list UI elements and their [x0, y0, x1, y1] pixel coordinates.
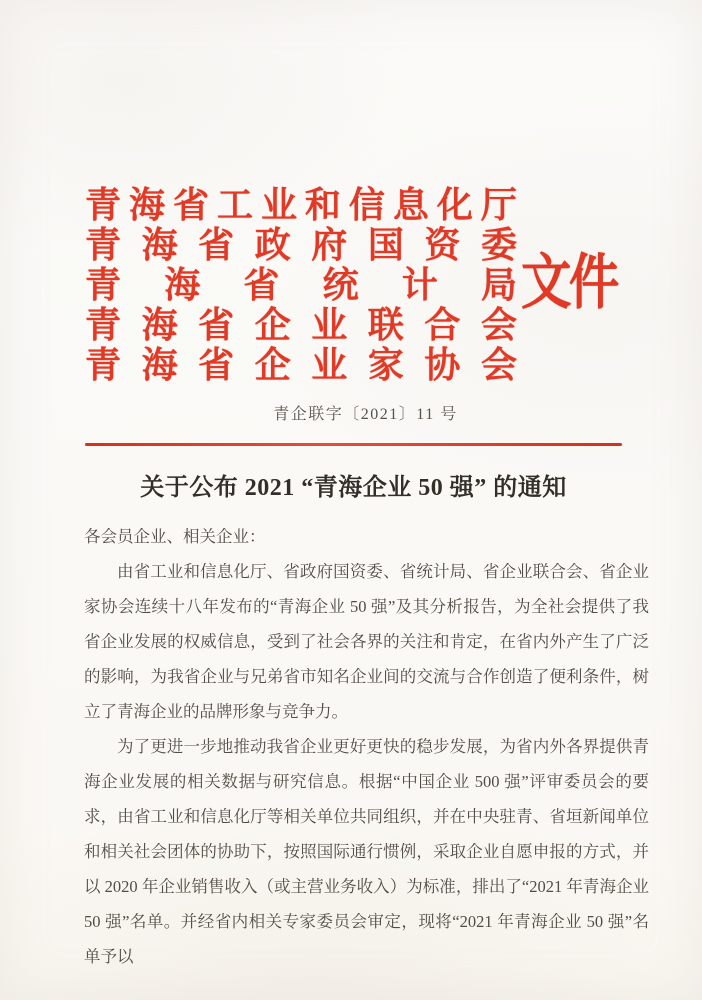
- letterhead-issuer-line: 青 海 省 企 业 家 协 会: [85, 344, 517, 385]
- body-paragraph: 为了更进一步地推动我省企业更好更快的稳步发展，为省内外各界提供青海企业发展的相关数据与研究信息。根据“中国企业 500 强”评审委员会的要求，由省工业和信息化厅等相关单位共同组织，并在中央驻青、省垣新闻单位和相关社会团体的协助下，按照国际通行惯例，采取企业自愿申报的方式，并以 2020 年企业销售收入（或主营业务收入）为标准，排出了“2021 年青海企业 50 强”名单。并经省内相关专家委员会审定，现将“2021 年青海企业 50 强”名单予以: [84, 737, 649, 966]
- letterhead-issuer-line: 青 海 省 政 府 国 资 委: [85, 224, 517, 265]
- letterhead-issuer-line: 青 海 省 统 计 局: [85, 264, 517, 305]
- salutation: 各会员企业、相关企业：: [84, 527, 266, 546]
- letterhead-issuer-line: 青 海 省 企 业 联 合 会: [85, 304, 517, 345]
- document-body: [84, 519, 649, 974]
- doc-type-label: 文件: [521, 250, 617, 316]
- red-divider-rule: [85, 443, 622, 446]
- letterhead: [85, 182, 517, 385]
- reference-number: 青企联字〔2021〕11 号: [273, 406, 458, 423]
- document-title: 关于公布 2021 “青海企业 50 强” 的通知: [140, 475, 567, 501]
- body-paragraph: 由省工业和信息化厅、省政府国资委、省统计局、省企业联合会、省企业家协会连续十八年发布的“青海企业 50 强”及其分析报告，为全社会提供了我省企业发展的权威信息，受到了社会各界的关注和肯定，在省内外产生了广泛的影响，为我省企业与兄弟省市知名企业间的交流与合作创造了便利条件，树立了青海企业的品牌形象与竞争力。: [84, 562, 649, 721]
- reference-number-row: [85, 401, 622, 424]
- letterhead-issuer-line: 青 海 省 工 业 和 信 息 化 厅: [85, 184, 517, 225]
